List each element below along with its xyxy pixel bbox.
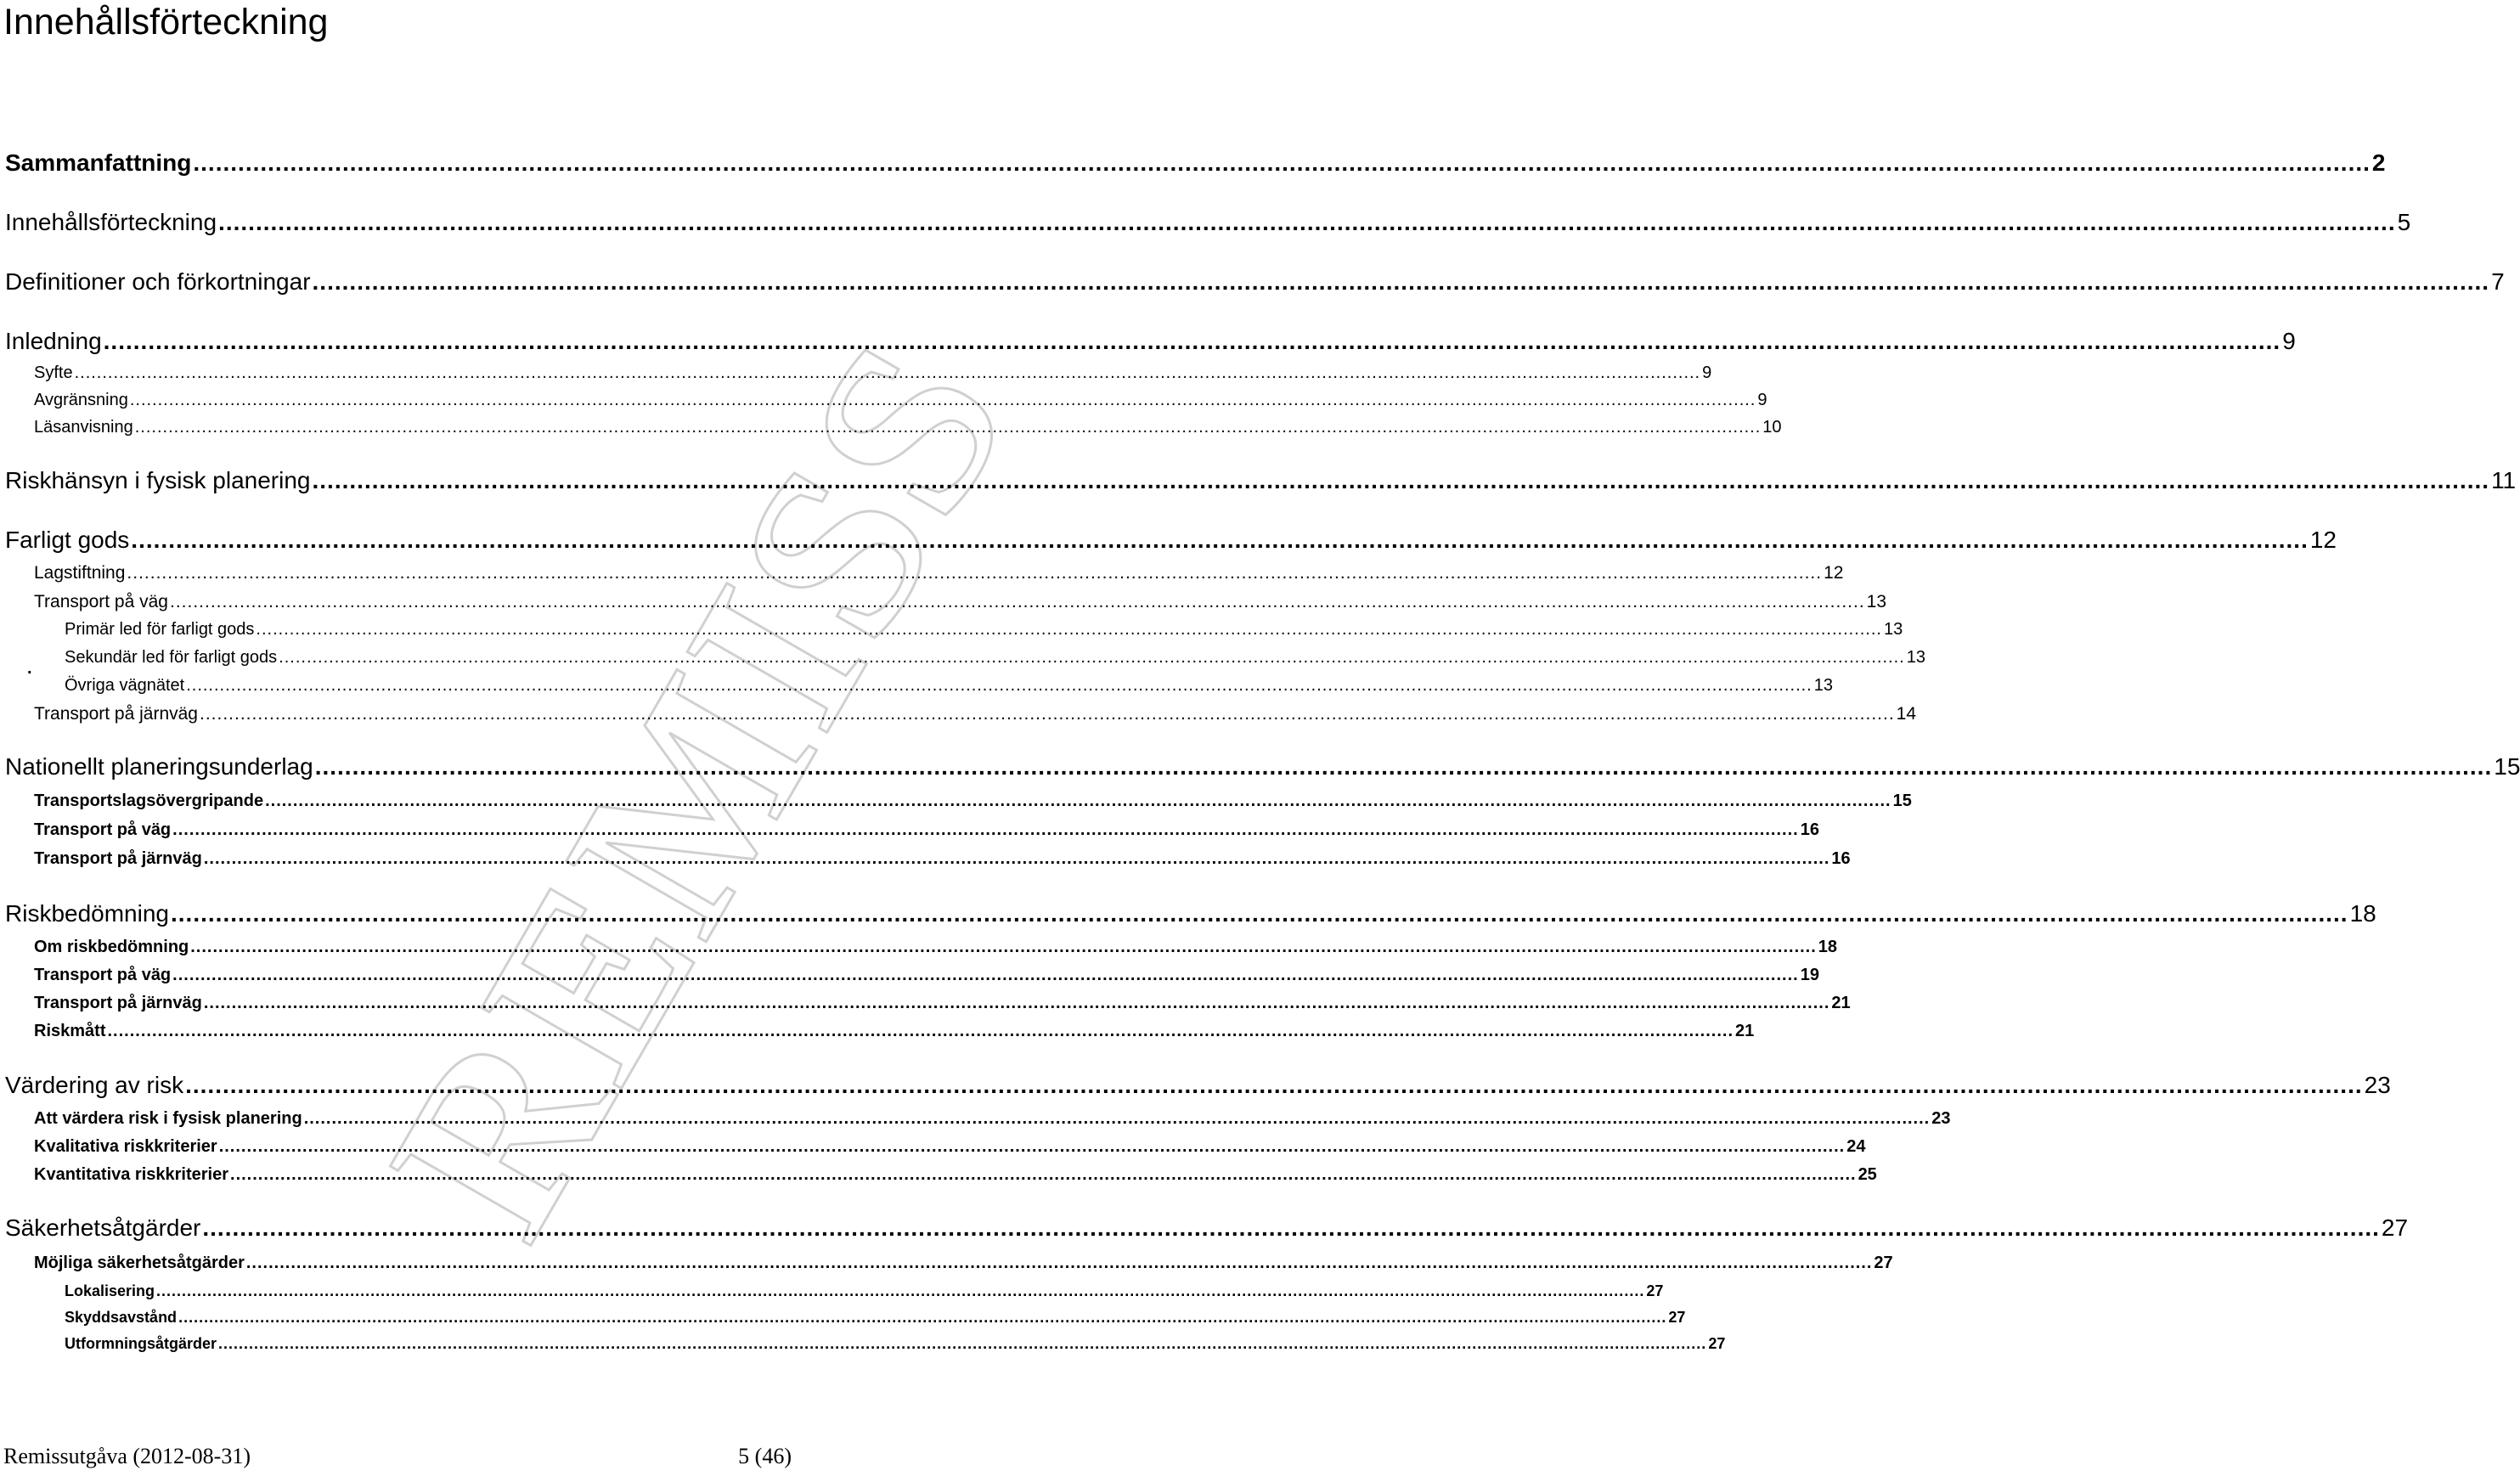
- toc-entry-label: Kvantitativa riskkriterier: [34, 1165, 229, 1184]
- toc-entry-label: Riskhänsyn i fysisk planering: [5, 467, 311, 493]
- toc-entry[interactable]: [34, 820, 1819, 840]
- toc-entry[interactable]: [34, 704, 1917, 724]
- toc-entry-label: Transport på väg: [34, 820, 172, 839]
- toc-entry-label: Riskbedömning: [5, 900, 169, 927]
- stray-mark: .: [27, 659, 32, 678]
- toc-entry[interactable]: [65, 676, 1833, 696]
- toc-entry-label: Transport på väg: [34, 966, 172, 984]
- toc-entry-label: Innehållsförteckning: [5, 209, 217, 235]
- toc-entry-label: Säkerhetsåtgärder: [5, 1214, 201, 1241]
- toc-entry-label: Transport på järnväg: [34, 704, 198, 724]
- toc-entry-label: Nationellt planeringsunderlag: [5, 753, 313, 780]
- toc-entry-page: 12: [2309, 527, 2337, 553]
- toc-entry-page: 23: [2364, 1072, 2391, 1098]
- page-title: Innehållsförteckning: [3, 2, 329, 42]
- toc-entry-page: 24: [1846, 1137, 1866, 1156]
- toc-entry-page: 9: [1702, 363, 1712, 382]
- toc-leader: [193, 149, 2371, 177]
- toc-entry-label: Inledning: [5, 328, 102, 354]
- toc-entry-page: 27: [2381, 1214, 2409, 1241]
- toc-leader: [279, 648, 1905, 668]
- toc-entry-page: 14: [1896, 704, 1917, 724]
- toc-entry[interactable]: [34, 1137, 1866, 1157]
- toc-entry-page: 15: [1892, 792, 1912, 810]
- toc-entry-page: 10: [1762, 418, 1782, 437]
- toc-leader: [313, 467, 2490, 494]
- toc-leader: [104, 328, 2281, 355]
- toc-entry-label: Övriga vägnätet: [65, 676, 185, 695]
- toc-entry-page: 25: [1858, 1165, 1877, 1184]
- toc-entry-page: 27: [1646, 1282, 1664, 1299]
- toc-leader: [156, 1282, 1644, 1300]
- toc-entry[interactable]: [34, 418, 1782, 437]
- toc-entry-page: 27: [1668, 1309, 1686, 1326]
- toc-entry-label: Riskmått: [34, 1022, 106, 1040]
- toc-entry-page: 13: [1813, 676, 1833, 695]
- toc-entry-label: Lokalisering: [65, 1282, 155, 1299]
- toc-entry-page: 16: [1831, 849, 1851, 868]
- remiss-watermark: REMISS: [338, 296, 1062, 1277]
- toc-entry[interactable]: [34, 1109, 1951, 1129]
- toc-entry-page: 27: [1708, 1335, 1726, 1352]
- toc-entry-page: 11: [2491, 467, 2517, 493]
- toc-leader: [265, 792, 1891, 811]
- toc-entry[interactable]: [34, 1254, 1893, 1273]
- toc-entry-label: Definitioner och förkortningar: [5, 268, 311, 295]
- toc-entry-page: 12: [1824, 563, 1844, 583]
- toc-entry[interactable]: [65, 1309, 1686, 1327]
- toc-entry[interactable]: [65, 1282, 1664, 1300]
- toc-leader: [202, 1214, 2380, 1242]
- toc-leader: [170, 592, 1865, 612]
- toc-leader: [304, 1109, 1931, 1129]
- toc-entry[interactable]: [34, 592, 1887, 612]
- toc-entry-label: Om riskbedömning: [34, 938, 189, 956]
- toc-entry[interactable]: [5, 1072, 2391, 1099]
- toc-entry-page: 13: [1906, 648, 1925, 667]
- toc-entry[interactable]: [34, 1165, 1877, 1185]
- toc-entry[interactable]: [5, 268, 2505, 296]
- toc-entry-label: Utformningsåtgärder: [65, 1335, 217, 1352]
- toc-entry[interactable]: [5, 209, 2411, 236]
- toc-entry[interactable]: [34, 849, 1851, 869]
- toc-entry[interactable]: [5, 900, 2376, 927]
- toc-leader: [172, 966, 1799, 985]
- toc-entry-label: Syfte: [34, 363, 73, 382]
- toc-entry-label: Farligt gods: [5, 527, 130, 553]
- toc-leader: [130, 391, 1756, 410]
- toc-entry-label: Transport på järnväg: [34, 994, 202, 1012]
- toc-entry[interactable]: [65, 620, 1903, 640]
- toc-entry-page: 9: [1757, 391, 1767, 409]
- toc-leader: [190, 938, 1817, 957]
- toc-entry-label: Möjliga säkerhetsåtgärder: [34, 1254, 245, 1272]
- toc-leader: [171, 900, 2348, 927]
- toc-entry[interactable]: [34, 966, 1819, 985]
- toc-leader: [127, 563, 1822, 583]
- toc-entry-page: 9: [2282, 328, 2296, 354]
- toc-entry-page: 15: [2494, 753, 2520, 780]
- toc-leader: [256, 620, 1882, 640]
- toc-entry-label: Värdering av risk: [5, 1072, 184, 1098]
- toc-entry-page: 27: [1874, 1254, 1893, 1272]
- toc-entry-label: Transport på järnväg: [34, 849, 202, 868]
- toc-leader: [131, 527, 2309, 554]
- toc-entry-page: 18: [1818, 938, 1838, 956]
- toc-entry-page: 2: [2371, 149, 2386, 176]
- toc-entry-page: 13: [1883, 620, 1903, 639]
- toc-leader: [186, 676, 1812, 696]
- toc-entry-label: Kvalitativa riskkriterier: [34, 1137, 217, 1156]
- toc-leader: [204, 994, 1830, 1013]
- toc-entry-label: Transportslagsövergripande: [34, 792, 264, 810]
- toc-entry-page: 7: [2491, 268, 2505, 295]
- toc-entry[interactable]: [5, 328, 2296, 355]
- toc-entry-label: Lagstiftning: [34, 563, 126, 583]
- toc-entry-label: Primär led för farligt gods: [65, 620, 255, 639]
- toc-entry[interactable]: [5, 527, 2337, 554]
- toc-leader: [172, 820, 1799, 840]
- toc-leader: [204, 849, 1830, 869]
- toc-entry[interactable]: [65, 1335, 1726, 1353]
- toc-leader: [135, 418, 1762, 437]
- toc-entry-page: 21: [1831, 994, 1851, 1012]
- toc-leader: [219, 1137, 1846, 1157]
- toc-entry-page: 19: [1800, 966, 1819, 984]
- toc-entry-page: 23: [1931, 1109, 1951, 1128]
- toc-entry[interactable]: [5, 467, 2517, 494]
- toc-leader: [230, 1165, 1857, 1185]
- toc-entry-label: Att värdera risk i fysisk planering: [34, 1109, 302, 1128]
- toc-entry[interactable]: [34, 792, 1912, 811]
- toc-entry[interactable]: [34, 994, 1851, 1013]
- toc-leader: [315, 753, 2493, 780]
- toc-entry[interactable]: [34, 363, 1712, 383]
- toc-entry[interactable]: [34, 563, 1844, 583]
- toc-entry-page: 21: [1735, 1022, 1755, 1040]
- toc-entry-label: Skyddsavstånd: [65, 1309, 178, 1326]
- toc-entry-page: 13: [1866, 592, 1887, 611]
- toc-leader: [218, 1335, 1706, 1353]
- toc-leader: [246, 1254, 1873, 1273]
- toc-entry-label: Transport på väg: [34, 592, 168, 611]
- toc-entry[interactable]: [5, 149, 2386, 177]
- toc-entry[interactable]: [34, 391, 1767, 410]
- toc-entry-label: Sammanfattning: [5, 149, 192, 176]
- toc-entry[interactable]: [34, 1022, 1755, 1041]
- footer-edition: Remissutgåva (2012-08-31): [3, 1444, 251, 1468]
- toc-entry[interactable]: [65, 648, 1925, 668]
- toc-entry-label: Läsanvisning: [34, 418, 133, 437]
- footer-page-number: 5 (46): [738, 1444, 792, 1468]
- toc-leader: [185, 1072, 2363, 1099]
- toc-entry-label: Sekundär led för farligt gods: [65, 648, 278, 667]
- toc-leader: [313, 268, 2490, 296]
- toc-entry[interactable]: [34, 938, 1838, 957]
- toc-entry-page: 5: [2397, 209, 2411, 235]
- toc-entry[interactable]: [5, 753, 2520, 780]
- toc-entry-page: 18: [2349, 900, 2376, 927]
- toc-entry[interactable]: [5, 1214, 2409, 1242]
- toc-leader: [200, 704, 1895, 724]
- toc-leader: [107, 1022, 1734, 1041]
- toc-leader: [178, 1309, 1666, 1327]
- toc-leader: [75, 363, 1701, 383]
- toc-entry-label: Avgränsning: [34, 391, 128, 409]
- toc-entry-page: 16: [1800, 820, 1819, 839]
- toc-leader: [218, 209, 2396, 236]
